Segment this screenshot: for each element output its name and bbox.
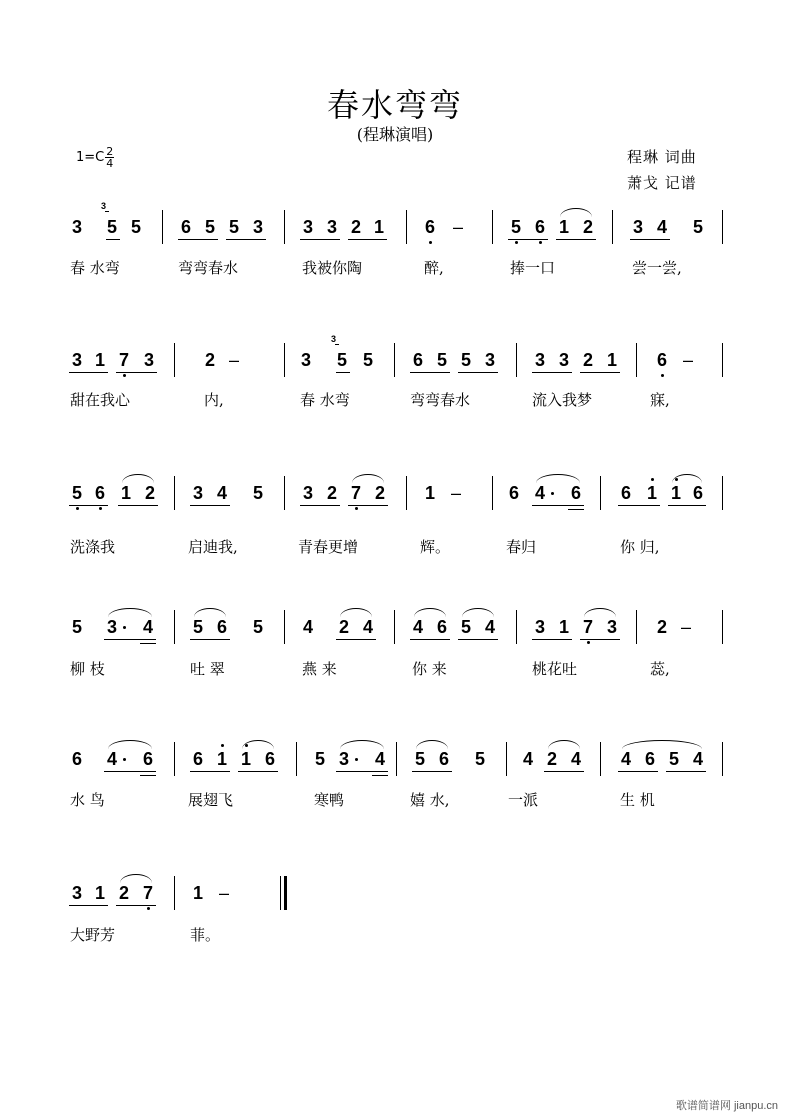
note-digit: 1 xyxy=(240,749,251,769)
note-digit: 5 xyxy=(252,483,263,503)
bar-line xyxy=(722,610,723,644)
bar-line xyxy=(394,343,395,377)
underline-beam xyxy=(69,372,108,373)
underline-beam xyxy=(532,372,572,373)
note-digit: 5 xyxy=(71,483,82,503)
lyric-segment: 青春更增 xyxy=(298,538,359,556)
note-digit: 1 xyxy=(94,883,105,903)
underline-beam xyxy=(618,771,658,772)
note-digit: 5 xyxy=(252,617,263,637)
note-digit: 3 xyxy=(326,217,337,237)
lyric-segment: 蕊, xyxy=(650,660,670,678)
note-digit: 5 xyxy=(192,617,203,637)
lyric-segment: 内, xyxy=(204,391,224,409)
note-digit: 2 xyxy=(582,217,593,237)
note-digit: 1 xyxy=(558,217,569,237)
note-digit: 3 xyxy=(71,350,82,370)
low-octave-dot xyxy=(539,241,542,244)
augmentation-dot xyxy=(123,758,126,761)
underline-beam xyxy=(178,239,218,240)
note-digit: 3 xyxy=(534,350,545,370)
note-digit: 3 xyxy=(338,749,349,769)
slur-arc xyxy=(194,608,226,617)
note-digit: 3 xyxy=(534,617,545,637)
underline-beam xyxy=(532,505,584,506)
grace-stem xyxy=(105,211,109,212)
slur-arc xyxy=(536,474,580,483)
lyric-segment: 吐 翠 xyxy=(190,660,225,678)
note-digit: 4 xyxy=(106,749,117,769)
note-digit: 3 xyxy=(632,217,643,237)
note-digit: 1 xyxy=(94,350,105,370)
lyric-segment: 寒鸭 xyxy=(314,791,345,809)
note-digit: 5 xyxy=(510,217,521,237)
lyric-segment: 尝一尝, xyxy=(632,259,682,277)
slur-arc xyxy=(414,608,446,617)
underline-beam xyxy=(104,771,156,772)
bar-line xyxy=(636,343,637,377)
credit-transcriber: 萧戈 记谱 xyxy=(627,174,697,192)
note-digit: 5 xyxy=(204,217,215,237)
note-digit: 4 xyxy=(412,617,423,637)
lyric-segment: 柳 枝 xyxy=(70,660,105,678)
note-digit: 5 xyxy=(106,217,117,237)
bar-line xyxy=(174,610,175,644)
note-digit: 5 xyxy=(414,749,425,769)
slur-arc xyxy=(108,740,152,749)
note-digit: 2 xyxy=(546,749,557,769)
underline-beam xyxy=(458,372,498,373)
underline-beam xyxy=(190,505,230,506)
note-digit: 3 xyxy=(302,483,313,503)
note-digit: 6 xyxy=(438,749,449,769)
underline-beam xyxy=(140,775,156,776)
low-octave-dot xyxy=(587,641,590,644)
bar-line xyxy=(600,476,601,510)
note-digit: 1 xyxy=(670,483,681,503)
note-digit: 6 xyxy=(216,617,227,637)
note-digit: 7 xyxy=(142,883,153,903)
note-digit: 3 xyxy=(71,217,82,237)
note-digit: 3 xyxy=(606,617,617,637)
slur-arc xyxy=(242,740,274,749)
note-digit: 2 xyxy=(582,350,593,370)
note-digit: 3 xyxy=(143,350,154,370)
note-digit: 2 xyxy=(144,483,155,503)
slur-arc xyxy=(462,608,494,617)
low-octave-dot xyxy=(515,241,518,244)
grace-note: 3 xyxy=(101,201,107,211)
note-digit: 3 xyxy=(302,217,313,237)
time-signature xyxy=(105,146,114,169)
note-digit: 5 xyxy=(130,217,141,237)
note-digit: 2 xyxy=(350,217,361,237)
lyric-segment: 我被你陶 xyxy=(302,259,363,277)
bar-line xyxy=(406,210,407,244)
time-numerator: 2 xyxy=(106,145,114,158)
dash-mark: – xyxy=(228,350,239,370)
lyric-segment: 嬉 水, xyxy=(410,791,450,809)
grace-stem xyxy=(335,344,339,345)
note-digit: 6 xyxy=(94,483,105,503)
note-digit: 6 xyxy=(264,749,275,769)
song-subtitle: (程琳演唱) xyxy=(356,125,434,144)
slur-arc xyxy=(122,474,154,483)
bar-line xyxy=(162,210,163,244)
bar-line xyxy=(612,210,613,244)
note-digit: 4 xyxy=(374,749,385,769)
underline-beam xyxy=(568,509,584,510)
note-digit: 4 xyxy=(570,749,581,769)
note-digit: 6 xyxy=(412,350,423,370)
note-digit: 3 xyxy=(252,217,263,237)
note-digit: 4 xyxy=(142,617,153,637)
note-digit: 5 xyxy=(436,350,447,370)
underline-beam xyxy=(412,771,452,772)
note-digit: 3 xyxy=(192,483,203,503)
lyric-segment: 寐, xyxy=(650,391,670,409)
note-digit: 4 xyxy=(302,617,313,637)
lyric-segment: 春归 xyxy=(506,538,537,556)
slur-arc xyxy=(548,740,580,749)
lyric-segment: 大野芳 xyxy=(70,926,116,944)
lyric-segment: 弯弯春水 xyxy=(410,391,471,409)
lyric-segment: 春 水弯 xyxy=(70,259,120,277)
bar-line xyxy=(722,476,723,510)
note-digit: 1 xyxy=(646,483,657,503)
slur-arc xyxy=(352,474,384,483)
underline-beam xyxy=(336,771,388,772)
lyric-segment: 水 鸟 xyxy=(70,791,105,809)
site-watermark: 歌谱简谱网 jianpu.cn xyxy=(675,1100,778,1112)
underline-beam xyxy=(544,771,584,772)
note-digit: 3 xyxy=(300,350,311,370)
note-digit: 6 xyxy=(424,217,435,237)
note-digit: 6 xyxy=(142,749,153,769)
underline-beam xyxy=(69,905,108,906)
underline-beam xyxy=(116,372,157,373)
lyric-segment: 弯弯春水 xyxy=(178,259,239,277)
underline-beam xyxy=(190,771,230,772)
low-octave-dot xyxy=(429,241,432,244)
note-digit: 4 xyxy=(692,749,703,769)
note-digit: 6 xyxy=(508,483,519,503)
note-digit: 1 xyxy=(373,217,384,237)
underline-beam xyxy=(508,239,548,240)
low-octave-dot xyxy=(355,507,358,510)
low-octave-dot xyxy=(123,374,126,377)
note-digit: 2 xyxy=(374,483,385,503)
note-digit: 5 xyxy=(228,217,239,237)
bar-line xyxy=(722,210,723,244)
slur-arc xyxy=(622,740,702,749)
high-octave-dot xyxy=(651,478,654,481)
bar-line xyxy=(492,476,493,510)
low-octave-dot xyxy=(147,907,150,910)
note-digit: 4 xyxy=(484,617,495,637)
note-digit: 6 xyxy=(620,483,631,503)
bar-line xyxy=(284,210,285,244)
underline-beam xyxy=(106,239,120,240)
lyric-segment: 一派 xyxy=(508,791,539,809)
bar-line xyxy=(296,742,297,776)
augmentation-dot xyxy=(123,626,126,629)
bar-line xyxy=(600,742,601,776)
lyric-segment: 洗涤我 xyxy=(70,538,116,556)
underline-beam xyxy=(580,372,620,373)
underline-beam xyxy=(118,505,158,506)
bar-line xyxy=(396,742,397,776)
note-digit: 3 xyxy=(484,350,495,370)
note-digit: 5 xyxy=(336,350,347,370)
underline-beam xyxy=(336,372,350,373)
underline-beam xyxy=(458,639,498,640)
underline-beam xyxy=(69,505,108,506)
underline-beam xyxy=(190,639,230,640)
final-bar xyxy=(284,876,287,910)
bar-line xyxy=(636,610,637,644)
bar-line xyxy=(284,343,285,377)
note-digit: 3 xyxy=(558,350,569,370)
note-digit: 1 xyxy=(558,617,569,637)
note-digit: 2 xyxy=(118,883,129,903)
dash-mark: – xyxy=(450,483,461,503)
low-octave-dot xyxy=(76,507,79,510)
underline-beam xyxy=(410,639,450,640)
note-digit: 5 xyxy=(668,749,679,769)
lyric-segment: 菲。 xyxy=(190,926,221,944)
lyric-segment: 生 机 xyxy=(620,791,655,809)
note-digit: 4 xyxy=(620,749,631,769)
bar-line xyxy=(722,343,723,377)
lyric-segment: 甜在我心 xyxy=(70,391,131,409)
note-digit: 5 xyxy=(314,749,325,769)
underline-beam xyxy=(348,505,388,506)
lyric-segment: 燕 来 xyxy=(302,660,337,678)
note-digit: 6 xyxy=(180,217,191,237)
note-digit: 2 xyxy=(338,617,349,637)
dash-mark: – xyxy=(680,617,691,637)
bar-line xyxy=(174,343,175,377)
high-octave-dot xyxy=(221,744,224,747)
note-digit: 2 xyxy=(204,350,215,370)
note-digit: 1 xyxy=(424,483,435,503)
note-digit: 6 xyxy=(644,749,655,769)
underline-beam xyxy=(618,505,660,506)
underline-beam xyxy=(372,775,388,776)
underline-beam xyxy=(532,639,572,640)
slur-arc xyxy=(120,874,152,883)
bar-line xyxy=(516,610,517,644)
lyric-segment: 你 来 xyxy=(412,660,447,678)
underline-beam xyxy=(348,239,387,240)
bar-line xyxy=(284,476,285,510)
bar-line xyxy=(516,343,517,377)
note-digit: 5 xyxy=(362,350,373,370)
augmentation-dot xyxy=(551,492,554,495)
bar-line xyxy=(492,210,493,244)
underline-beam xyxy=(238,771,278,772)
note-digit: 6 xyxy=(192,749,203,769)
note-digit: 6 xyxy=(534,217,545,237)
lyric-segment: 流入我梦 xyxy=(532,391,593,409)
low-octave-dot xyxy=(661,374,664,377)
slur-arc xyxy=(416,740,448,749)
bar-line xyxy=(174,476,175,510)
underline-beam xyxy=(226,239,266,240)
note-digit: 5 xyxy=(460,350,471,370)
lyric-segment: 春 水弯 xyxy=(300,391,350,409)
lyric-segment: 展翅飞 xyxy=(188,791,234,809)
note-digit: 5 xyxy=(474,749,485,769)
note-digit: 3 xyxy=(71,883,82,903)
note-digit: 1 xyxy=(192,883,203,903)
credit-lyricist: 程琳 词曲 xyxy=(627,148,697,166)
note-digit: 3 xyxy=(106,617,117,637)
underline-beam xyxy=(668,505,706,506)
note-digit: 1 xyxy=(606,350,617,370)
dash-mark: – xyxy=(682,350,693,370)
underline-beam xyxy=(410,372,450,373)
slur-arc xyxy=(340,608,372,617)
note-digit: 7 xyxy=(350,483,361,503)
dash-mark: – xyxy=(452,217,463,237)
underline-beam xyxy=(556,239,596,240)
note-digit: 4 xyxy=(534,483,545,503)
note-digit: 7 xyxy=(582,617,593,637)
note-digit: 1 xyxy=(120,483,131,503)
slur-arc xyxy=(340,740,384,749)
slur-arc xyxy=(108,608,152,617)
underline-beam xyxy=(300,505,340,506)
bar-line xyxy=(506,742,507,776)
note-digit: 4 xyxy=(656,217,667,237)
song-title: 春水弯弯 xyxy=(326,86,463,124)
note-digit: 4 xyxy=(362,617,373,637)
underline-beam xyxy=(580,639,620,640)
underline-beam xyxy=(104,639,156,640)
underline-beam xyxy=(336,639,376,640)
lyric-segment: 醉, xyxy=(424,259,444,277)
key-prefix: 1=C xyxy=(76,150,105,165)
lyric-segment: 辉。 xyxy=(420,538,451,556)
slur-arc xyxy=(584,608,616,617)
dash-mark: – xyxy=(218,883,229,903)
note-digit: 7 xyxy=(118,350,129,370)
underline-beam xyxy=(666,771,706,772)
underline-beam xyxy=(630,239,670,240)
note-digit: 6 xyxy=(692,483,703,503)
note-digit: 4 xyxy=(522,749,533,769)
note-digit: 5 xyxy=(460,617,471,637)
underline-beam xyxy=(116,905,156,906)
note-digit: 2 xyxy=(656,617,667,637)
grace-note: 3 xyxy=(331,334,337,344)
lyric-segment: 桃花吐 xyxy=(532,660,578,678)
lyric-segment: 你 归, xyxy=(620,538,660,556)
note-digit: 1 xyxy=(216,749,227,769)
underline-beam xyxy=(300,239,340,240)
note-digit: 4 xyxy=(216,483,227,503)
bar-line xyxy=(174,876,175,910)
slur-arc xyxy=(560,208,592,217)
lyric-segment: 捧一口 xyxy=(510,259,556,277)
lyric-segment: 启迪我, xyxy=(188,538,238,556)
note-digit: 5 xyxy=(692,217,703,237)
slur-arc xyxy=(672,474,702,483)
bar-line xyxy=(722,742,723,776)
note-digit: 6 xyxy=(570,483,581,503)
note-digit: 6 xyxy=(71,749,82,769)
note-digit: 2 xyxy=(326,483,337,503)
bar-line xyxy=(406,476,407,510)
note-digit: 6 xyxy=(436,617,447,637)
key-signature xyxy=(76,146,114,169)
underline-beam xyxy=(140,643,156,644)
bar-line xyxy=(284,610,285,644)
bar-line xyxy=(394,610,395,644)
note-digit: 5 xyxy=(71,617,82,637)
bar-line xyxy=(280,876,281,910)
augmentation-dot xyxy=(355,758,358,761)
bar-line xyxy=(174,742,175,776)
note-digit: 6 xyxy=(656,350,667,370)
low-octave-dot xyxy=(99,507,102,510)
time-denominator: 4 xyxy=(106,157,114,170)
